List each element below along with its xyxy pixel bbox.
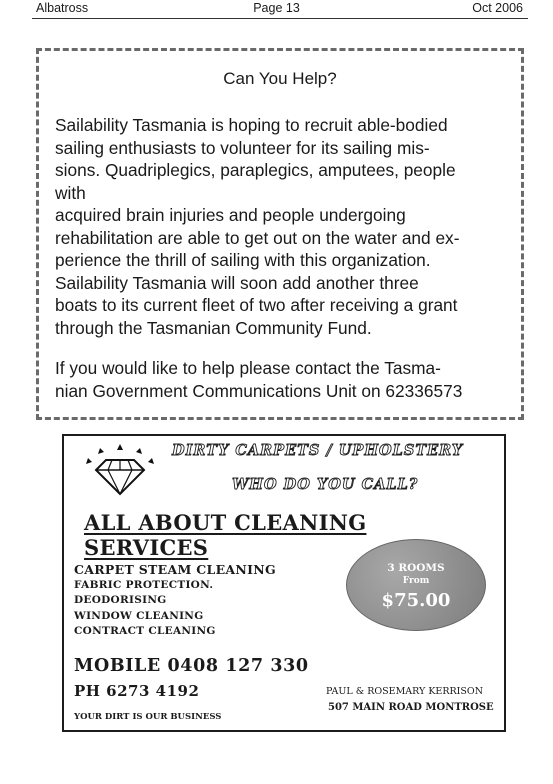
phone-number: PH 6273 4192 <box>74 682 200 700</box>
service-item: DEODORISING <box>74 594 167 606</box>
mobile-number: MOBILE 0408 127 330 <box>74 656 309 676</box>
article-line: Sailability Tasmania is hoping to recruit able-bodied <box>55 115 448 135</box>
article-line: perience the thrill of sailing with this organization. <box>55 250 431 270</box>
article-line: rehabilitation are able to get out on the water and ex- <box>55 227 460 248</box>
article-line: Sailability Tasmania will soon add another three <box>55 272 419 293</box>
diamond-icon <box>84 442 156 498</box>
promo-rooms: 3 ROOMS <box>387 562 445 574</box>
article-title: Can You Help? <box>223 69 337 88</box>
publication-name: Albatross <box>36 1 89 15</box>
business-address: 507 MAIN ROAD MONTROSE <box>328 702 494 713</box>
article-box <box>36 48 524 420</box>
article-body <box>55 114 515 402</box>
owner-names: PAUL & ROSEMARY KERRISON <box>326 686 484 697</box>
service-list <box>74 562 276 640</box>
cleaning-advertisement <box>62 434 506 732</box>
article-line: boats to its current fleet of two after receiving a grant <box>55 295 458 315</box>
ad-tagline-primary: DIRTY CARPETS / UPHOLSTERY <box>172 442 464 459</box>
article-line: through the Tasmanian Community Fund. <box>55 317 372 338</box>
paragraph-gap <box>55 339 515 357</box>
service-item: WINDOW CLEANING <box>74 609 204 622</box>
price-promo-badge <box>346 539 486 631</box>
page-number: Page 13 <box>253 1 300 15</box>
promo-price: $75.00 <box>381 590 451 611</box>
page-header <box>0 0 553 18</box>
company-name: ALL ABOUT CLEANING SERVICES <box>84 510 367 560</box>
ad-tagline-secondary: WHO DO YOU CALL? <box>232 476 419 493</box>
service-item: FABRIC PROTECTION. <box>74 578 214 591</box>
article-line: sailing enthusiasts to volunteer for its sailing mis- <box>55 137 430 158</box>
article-line: acquired brain injuries and people undergoing <box>55 205 406 225</box>
article-line: nian Government Communications Unit on 62336573 <box>55 380 463 401</box>
service-item: CONTRACT CLEANING <box>74 625 216 637</box>
ad-slogan: YOUR DIRT IS OUR BUSINESS <box>74 712 222 722</box>
promo-from: From <box>402 576 430 586</box>
article-line: with <box>55 182 86 203</box>
issue-date: Oct 2006 <box>472 1 523 15</box>
article-line: sions. Quadriplegics, paraplegics, amputees, people <box>55 160 456 180</box>
header-divider <box>32 18 528 19</box>
service-item: CARPET STEAM CLEANING <box>74 562 276 577</box>
article-line: If you would like to help please contact the Tasma- <box>55 358 441 378</box>
